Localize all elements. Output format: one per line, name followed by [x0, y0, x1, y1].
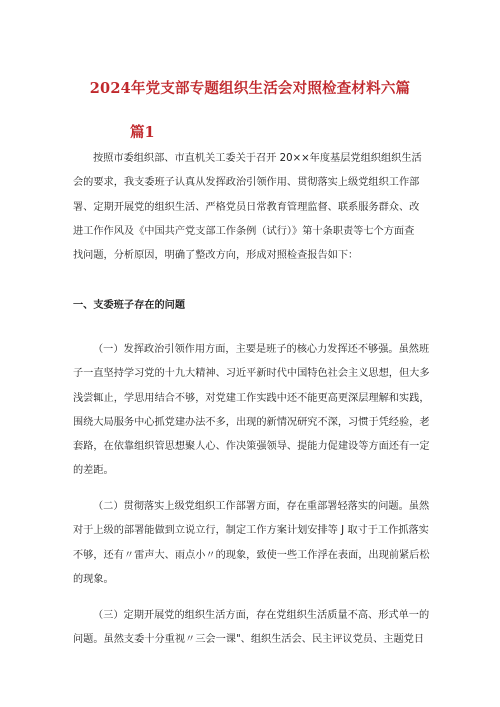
intro-line: 按照市委组织部、市直机关工委关于召开 20××年度基层党组织组织生活	[93, 153, 422, 164]
paragraph-1	[73, 338, 435, 484]
intro-line: 会的要求，我支委班子认真从发挥政治引领作用、贯彻落实上级党组织工作部	[73, 177, 420, 189]
section-heading: 一、支委班子存在的问题	[73, 300, 186, 311]
paragraph-line: （一）发挥政治引领作用方面，主要是班子的核心力发挥还不够强。虽然班	[93, 344, 430, 355]
intro-line: 找问题，分析原因，明确了整改方向，形成对照检查报告如下：	[73, 250, 359, 262]
paragraph-line: 围绕大局服务中心抓党建办法不多，出现的新情况研究不深，习惯于凭经验，老	[73, 416, 430, 428]
paragraph-3	[73, 604, 435, 653]
intro-line: 署、定期开展党的组织生活、严格党员日常教育管理监督、联系服务群众、改	[73, 201, 420, 213]
intro-paragraph	[73, 147, 435, 268]
paragraph-line: 浅尝辄止，学思用结合不够，对党建工作实践中还不能更高更深层理解和实践，	[73, 392, 430, 404]
paragraph-line: 的差距。	[73, 465, 114, 477]
paragraph-line: （三）定期开展党的组织生活方面，存在党组织生活质量不高、形式单一的	[93, 610, 430, 621]
section-label: 篇1	[130, 124, 155, 141]
intro-line: 进工作作风及《中国共产党支部工作条例（试行）》第十条职责等七个方面查	[73, 225, 415, 237]
paragraph-line: 问题。虽然支委十分重视〃三会一课"、组织生活会、民主评议党员、主题党日	[73, 634, 425, 646]
paragraph-line: 子一直坚持学习党的十九大精神、习近平新时代中国特色社会主义思想，但大多	[73, 368, 430, 380]
paragraph-line: （二）贯彻落实上级党组织工作部署方面，存在重部署轻落实的问题。虽然	[93, 501, 430, 512]
paragraph-2	[73, 495, 435, 592]
paragraph-line: 套路，在依靠组织管思想聚人心、作决策强领导、提能力促建设等方面还有一定	[73, 441, 430, 453]
paragraph-line: 不够，还有〃雷声大、雨点小〃的现象，致使一些工作浮在表面，出现前紧后松	[73, 549, 430, 561]
document-title: 2024年党支部专题组织生活会对照检查材料六篇	[89, 80, 411, 97]
paragraph-line: 对于上级的部署能做到立说立行，制定工作方案计划安排等 J 取寸于工作抓落实	[73, 525, 429, 537]
paragraph-line: 的现象。	[73, 573, 114, 585]
